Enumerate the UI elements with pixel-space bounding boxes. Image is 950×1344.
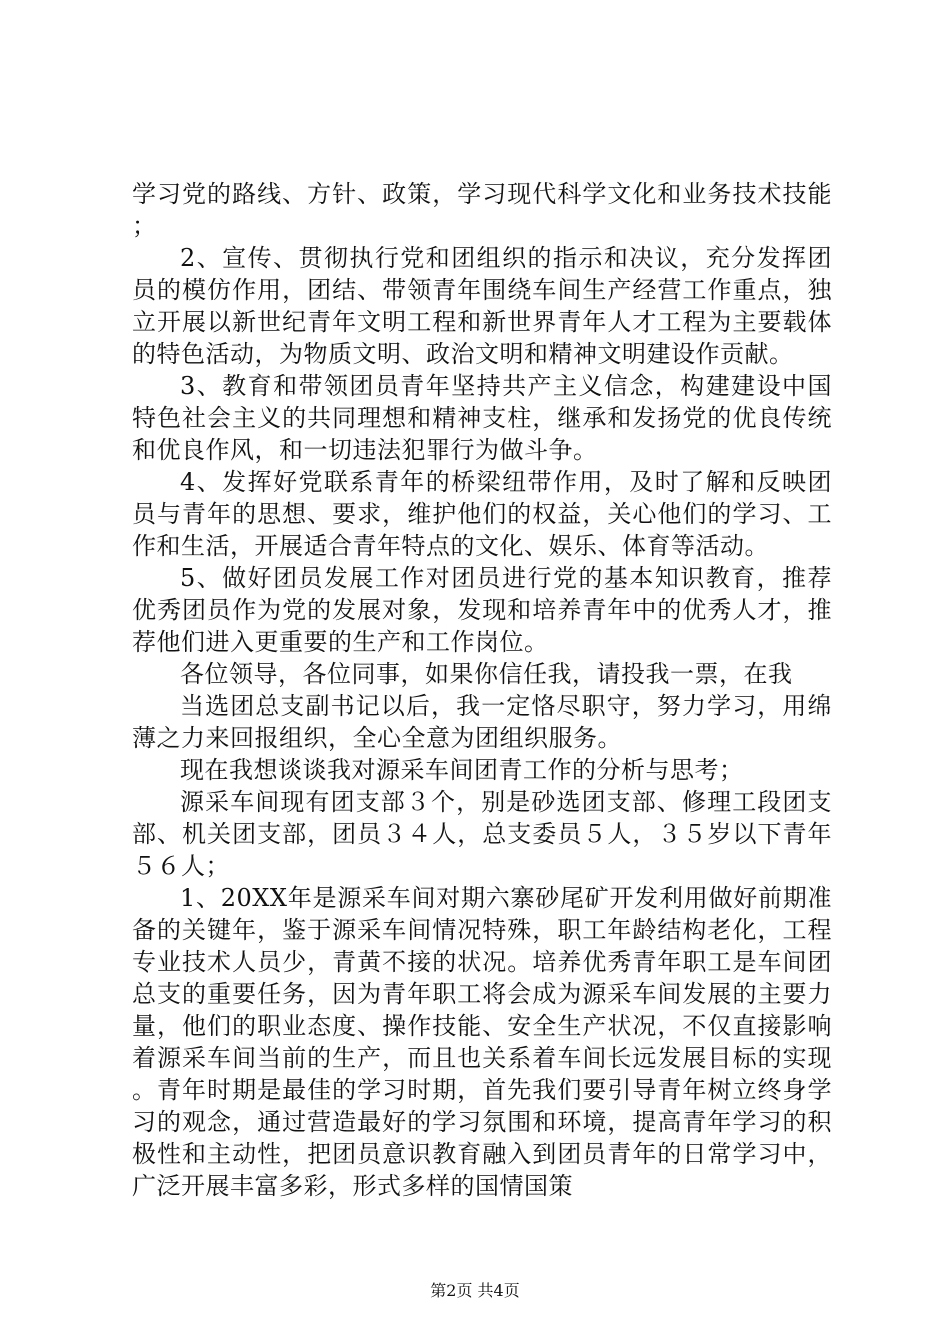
paragraph-3: 3、教育和带领团员青年坚持共产主义信念，构建建设中国特色社会主义的共同理想和精神支柱，继承和发扬党的优良传统和优良作风，和一切违法犯罪行为做斗争。 — [132, 372, 832, 464]
paragraph-1: 学习党的路线、方针、政策，学习现代科学文化和业务技术技能； — [132, 180, 832, 240]
paragraph-8: 现在我想谈谈我对源采车间团青工作的分析与思考； — [180, 756, 744, 784]
paragraph-7: 当选团总支副书记以后，我一定恪尽职守，努力学习，用绵薄之力来回报组织，全心全意为团组织服务。 — [132, 692, 832, 752]
paragraph-6: 各位领导，各位同事，如果你信任我，请投我一票，在我 — [180, 660, 793, 688]
paragraph-4: 4、发挥好党联系青年的桥梁纽带作用，及时了解和反映团员与青年的思想、要求，维护他们的权益，关心他们的学习、工作和生活，开展适合青年特点的文化、娱乐、体育等活动。 — [132, 468, 832, 560]
page-footer: 第2页 共4页 — [430, 1281, 520, 1300]
paragraph-9: 源采车间现有团支部３个，别是砂选团支部、修理工段团支部、机关团支部，团员３４人，总支委员５人，３５岁以下青年５６人； — [132, 788, 832, 880]
document-body — [132, 178, 832, 1202]
paragraph-2: 2、宣传、贯彻执行党和团组织的指示和决议，充分发挥团员的模仿作用，团结、带领青年围绕车间生产经营工作重点，独立开展以新世纪青年文明工程和新世界青年人才工程为主要载体的特色活动，为物质文明、政治文明和精神文明建设作贡献。 — [132, 244, 832, 368]
paragraph-5: 5、做好团员发展工作对团员进行党的基本知识教育，推荐优秀团员作为党的发展对象，发现和培养青年中的优秀人才，推荐他们进入更重要的生产和工作岗位。 — [132, 564, 832, 656]
paragraph-10: 1、20XX年是源采车间对期六寨砂尾矿开发利用做好前期准备的关键年，鉴于源采车间情况特殊，职工年龄结构老化，工程专业技术人员少，青黄不接的状况。培养优秀青年职工是车间团总支的重要任务，因为青年职工将会成为源采车间发展的主要力量，他们的职业态度、操作技能、安全生产状况，不仅直接影响着源采车间当前的生产，而且也关系着车间长远发展目标的实现。青年时期是最佳的学习时期，首先我们要引导青年树立终身学习的观念，通过营造最好的学习氛围和环境，提高青年学习的积极性和主动性，把团员意识教育融入到团员青年的日常学习中，广泛开展丰富多彩，形式多样的国情国策 — [132, 884, 832, 1200]
